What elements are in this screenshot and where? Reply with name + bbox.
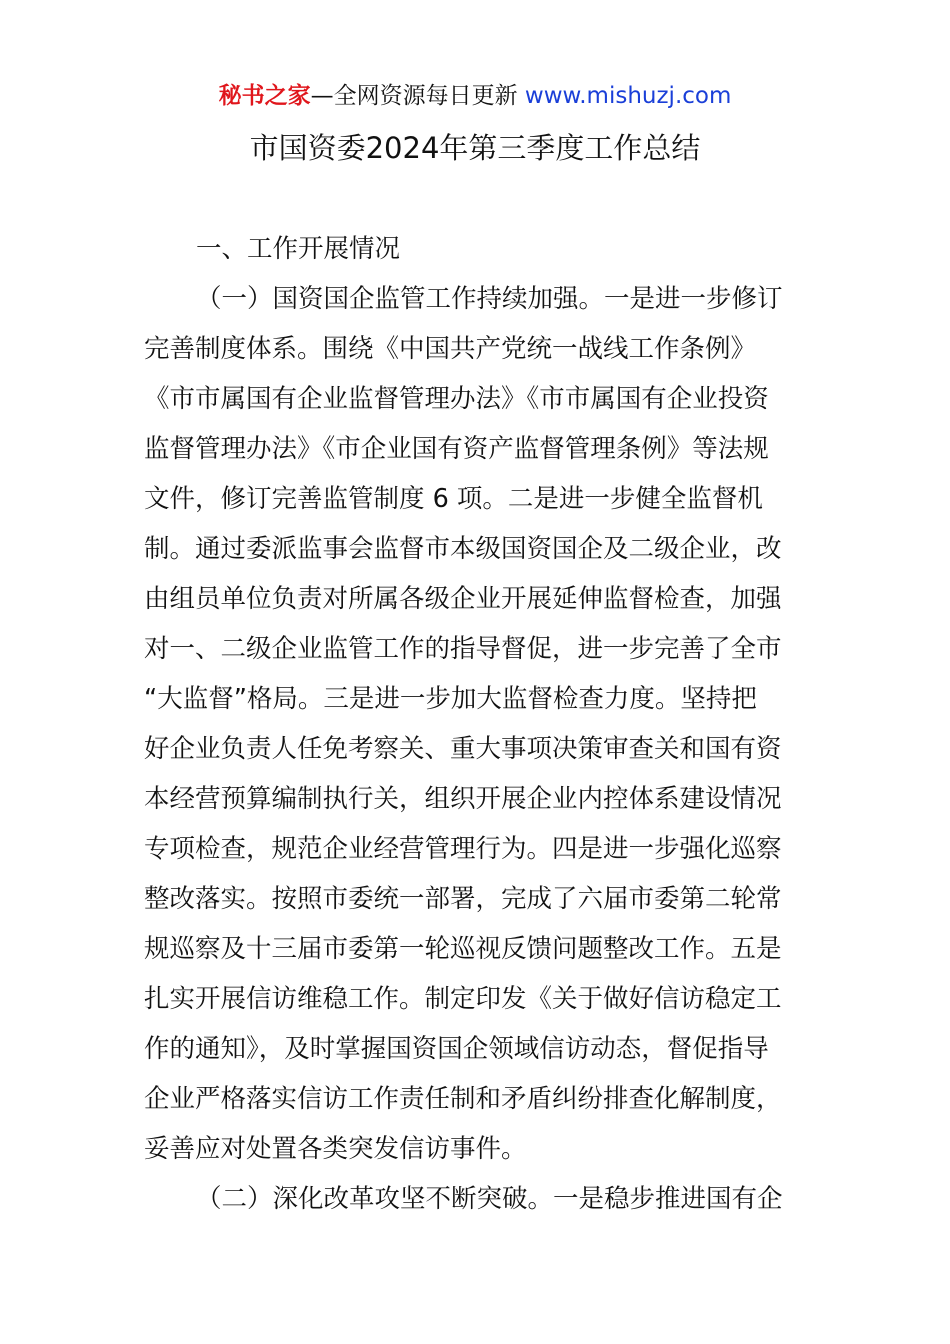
site-tagline: —全网资源每日更新 <box>310 83 525 109</box>
paragraph-line: 制。通过委派监事会监督市本级国资国企及二级企业，改 <box>144 534 782 564</box>
paragraph-line: 妥善应对处置各类突发信访事件。 <box>144 1134 527 1164</box>
paragraph-line: 好企业负责人任免考察关、重大事项决策审查关和国有资 <box>144 734 782 764</box>
document-body <box>144 224 806 1224</box>
site-header <box>0 80 950 112</box>
paragraph-line: “大监督”格局。三是进一步加大监督检查力度。坚持把 <box>144 684 757 714</box>
paragraph-line: （一）国资国企监管工作持续加强。一是进一步修订 <box>196 284 783 314</box>
paragraph-line: 监督管理办法》《市企业国有资产监督管理条例》等法规 <box>144 434 769 464</box>
document-title: 市国资委2024年第三季度工作总结 <box>249 131 701 165</box>
paragraph-line: 本经营预算编制执行关，组织开展企业内控体系建设情况 <box>144 784 782 814</box>
section-heading: 一、工作开展情况 <box>196 234 401 264</box>
paragraph-line: 《市市属国有企业监督管理办法》《市市属国有企业投资 <box>144 384 769 414</box>
paragraph-line: 专项检查，规范企业经营管理行为。四是进一步强化巡察 <box>144 834 782 864</box>
paragraph-line: 整改落实。按照市委统一部署，完成了六届市委第二轮常 <box>144 884 782 914</box>
paragraph-line: 文件，修订完善监管制度 6 项。二是进一步健全监督机 <box>144 484 763 514</box>
site-brand: 秘书之家 <box>218 83 311 109</box>
paragraph-line: （二）深化改革攻坚不断突破。一是稳步推进国有企 <box>196 1184 783 1214</box>
paragraph-line: 对一、二级企业监管工作的指导督促，进一步完善了全市 <box>144 634 782 664</box>
paragraph-line: 企业严格落实信访工作责任制和矛盾纠纷排查化解制度， <box>144 1084 782 1114</box>
paragraph-line: 作的通知》，及时掌握国资国企领域信访动态，督促指导 <box>144 1034 769 1064</box>
paragraph-line: 完善制度体系。围绕《中国共产党统一战线工作条例》 <box>144 334 757 364</box>
paragraph-line: 规巡察及十三届市委第一轮巡视反馈问题整改工作。五是 <box>144 934 782 964</box>
paragraph-line: 扎实开展信访维稳工作。制定印发《关于做好信访稳定工 <box>144 984 782 1014</box>
site-url[interactable]: www.mishuzj.com <box>524 83 732 109</box>
paragraph-line: 由组员单位负责对所属各级企业开展延伸监督检查，加强 <box>144 584 782 614</box>
